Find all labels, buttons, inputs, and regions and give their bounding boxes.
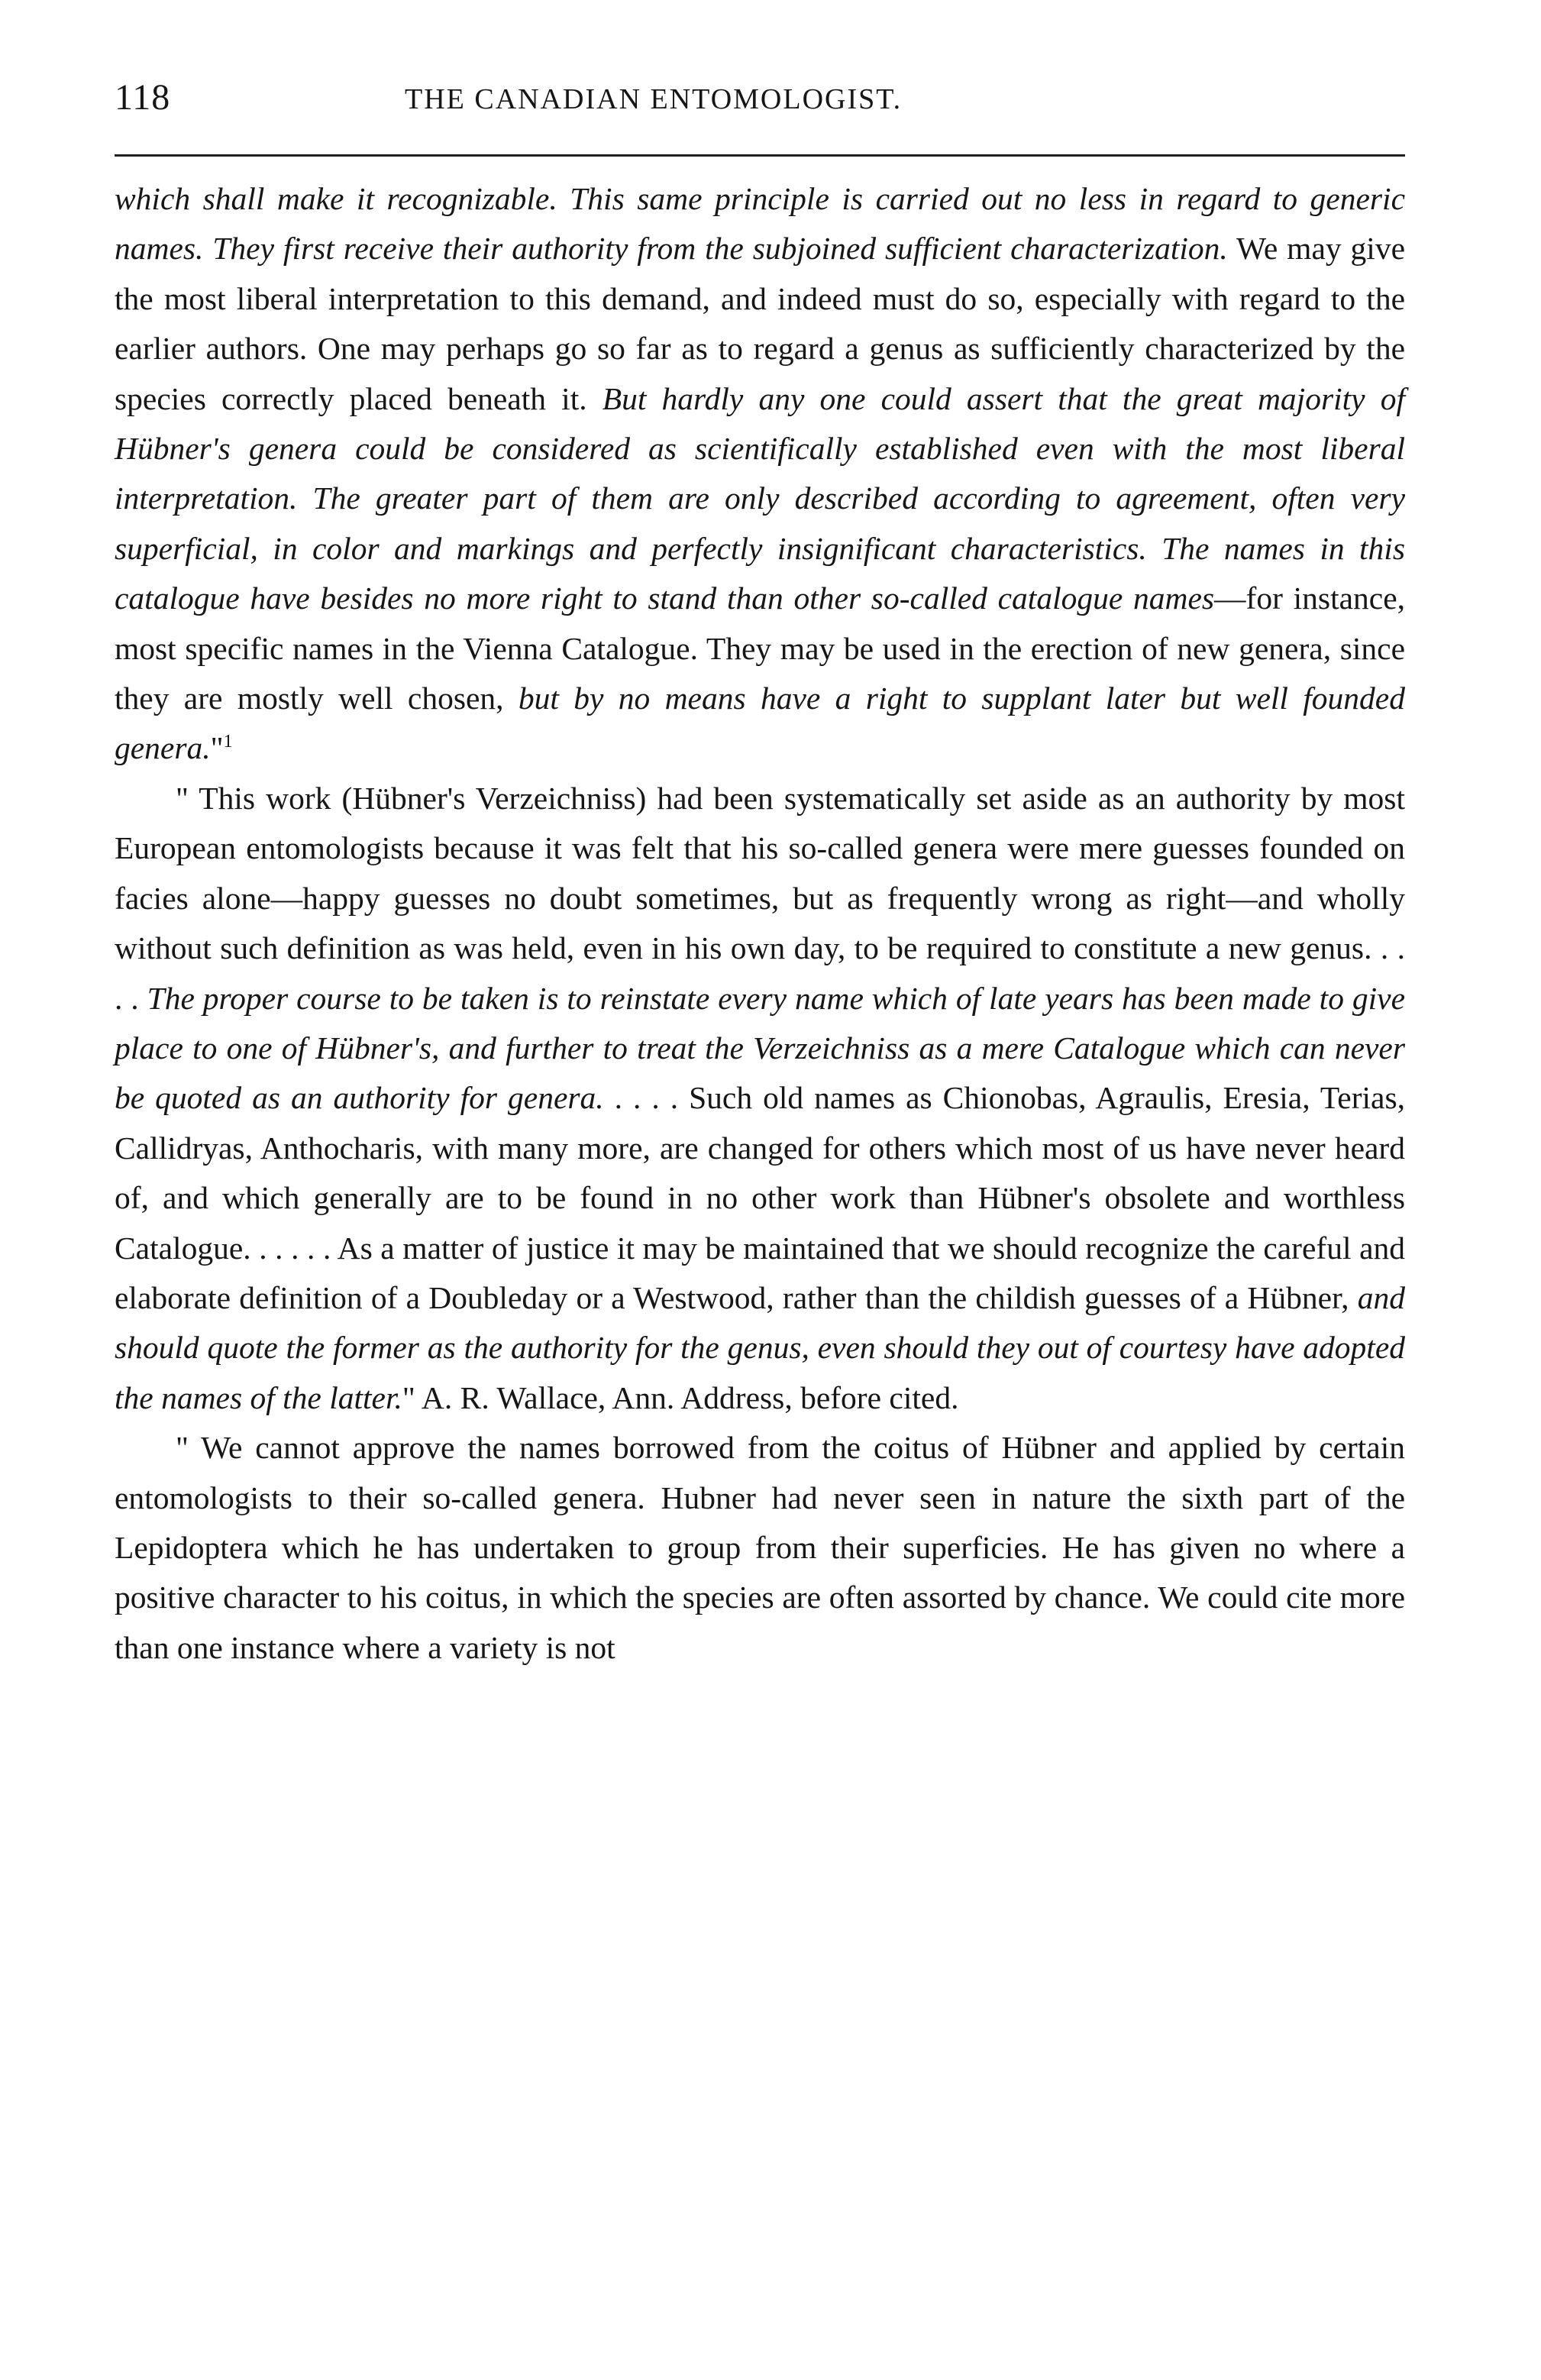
italic-text: which shall make it recognizable. This same principle is carried out no less in regard to generic names. They first receive their authority from the subjoined sufficient characterization. bbox=[115, 181, 1405, 267]
page-header bbox=[115, 76, 1405, 137]
running-head: THE CANADIAN ENTOMOLOGIST. bbox=[405, 83, 903, 115]
text-run: " We cannot approve the names borrowed from the coitus of Hübner and applied by certain entomologists to their so-called genera. Hubner had never seen in nature the sixth part of the Lepidoptera which he has undertaken to group from their superficies. He has given no where a positive character to his coitus, in which the species are often assorted by chance. We could cite more than one instance where a variety is not bbox=[115, 1430, 1405, 1665]
italic-text: The proper course to be taken is to reinstate every name which of late years has been made to give place to one of Hübner's, and further to treat the Verzeichniss as a mere Catalogue which can never be quoted as an authority for genera. bbox=[115, 980, 1405, 1116]
paragraph bbox=[115, 1423, 1405, 1673]
header-rule bbox=[115, 154, 1405, 157]
text-run: " A. R. Wallace, Ann. Address, before cited. bbox=[402, 1379, 959, 1415]
page-number: 118 bbox=[115, 77, 171, 118]
paragraph bbox=[115, 174, 1405, 774]
body-text bbox=[115, 174, 1405, 1673]
text-run: —for instance, most specific names in the Vienna Catalogue. They may be used in the erection of new genera, since they are mostly well chosen, bbox=[115, 580, 1405, 716]
text-run: . . . . Such old names as Chionobas, Agraulis, Eresia, Terias, Callidryas, Anthocharis, with many more, are changed for others which most of us have never heard of, and which generally are to be found in no other work than Hübner's obsolete and worthless Catalogue. . . . . . As a matter of justice it may be maintained that we should recognize the careful and elaborate definition of a Doubleday or a Westwood, rather than the childish guesses of a Hübner, bbox=[115, 1080, 1405, 1315]
italic-text: but by no means have a right to supplant later but well founded genera. bbox=[115, 681, 1405, 766]
text-run: We may give the most liberal interpretation to this demand, and indeed must do so, especially with regard to the earlier authors. One may perhaps go so far as to regard a genus as sufficiently characterized by the species correctly placed beneath it. bbox=[115, 231, 1405, 416]
italic-text: and should quote the former as the authority for the genus, even should they out of courtesy have adopted the names of the latter. bbox=[115, 1279, 1405, 1415]
paragraph bbox=[115, 774, 1405, 1423]
text-run: " This work (Hübner's Verzeichniss) had been systematically set aside as an authority by most European entomologists because it was felt that his so-called genera were mere guesses founded on facies alone—happy guesses no doubt sometimes, but as frequently wrong as right—and wholly without such definition as was held, even in his own day, to be required to constitute a new genus. . . . . bbox=[115, 780, 1405, 1016]
page bbox=[115, 76, 1406, 1665]
italic-text: But hardly any one could assert that the great majority of Hübner's genera could be considered as scientifically established even with the most liberal interpretation. The greater part of them are only described according to agreement, often very superficial, in color and markings and perfectly insignificant characteristics. The names in this catalogue have besides no more right to stand than other so-called catalogue names bbox=[115, 380, 1406, 616]
text-run: " bbox=[210, 730, 224, 766]
footnote-marker: 1 bbox=[223, 732, 233, 752]
